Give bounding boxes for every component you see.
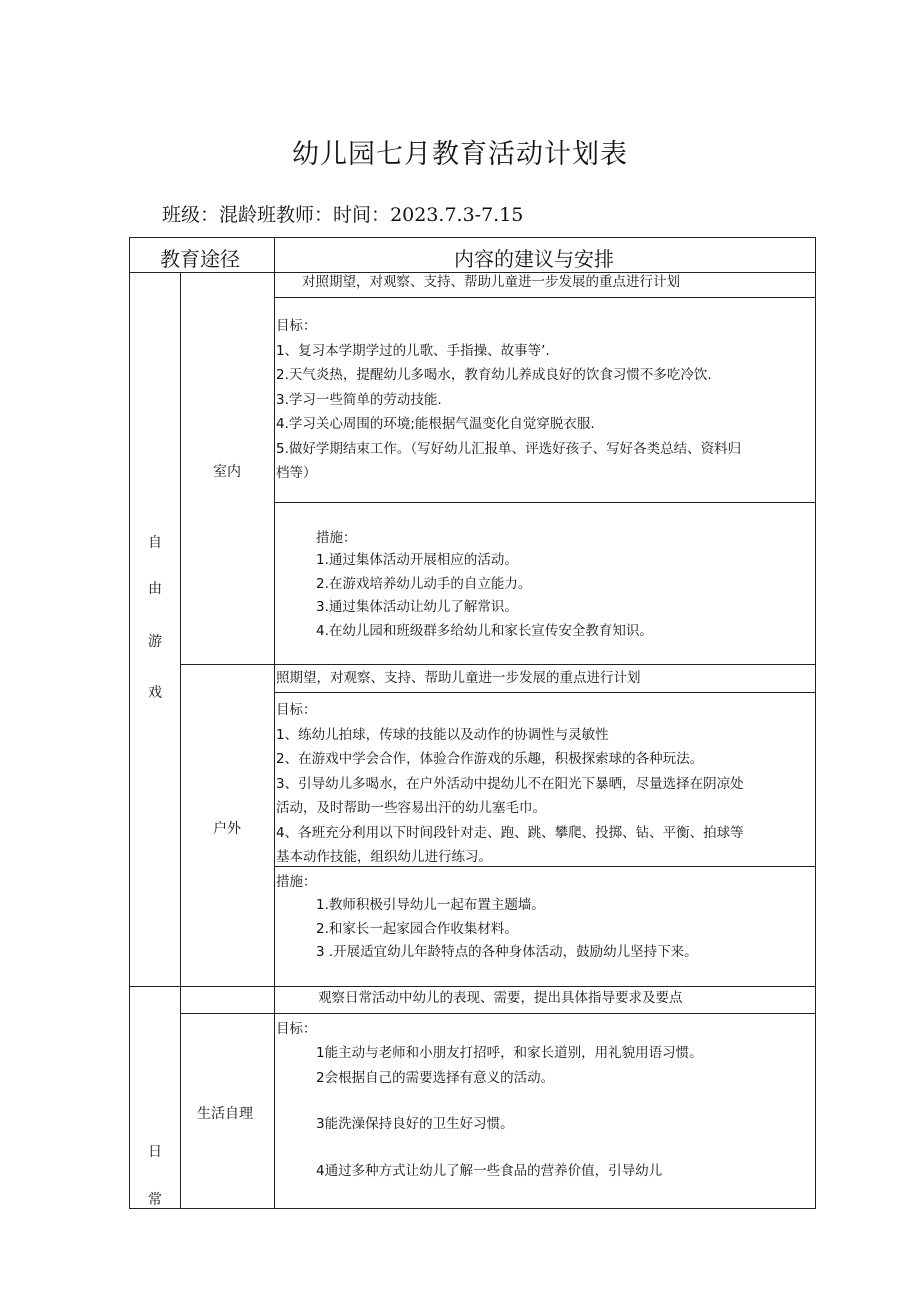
self-care-label: 生活自理: [197, 1106, 253, 1122]
measure-item: 1.教师积极引导幼儿一起布置主题墙。: [316, 897, 545, 913]
measure-item: 3.通过集体活动让幼儿了解常识。: [316, 599, 518, 615]
page-title: 幼儿园七月教育活动计划表: [292, 139, 628, 170]
measure-item: 2.和家长一起家园合作收集材料。: [316, 920, 518, 937]
indoor-goals: [276, 314, 741, 486]
col-divider-1: [180, 272, 181, 1209]
goal-item: 3、引导幼儿多喝水，在户外活动中提幼儿不在阳光下暴晒，尽量选择在阴凉处: [276, 775, 744, 792]
goals-title: 目标：: [276, 318, 317, 334]
section2-char: 常: [148, 1192, 162, 1208]
row-divider: [180, 664, 815, 665]
header-route: 教育途径: [160, 247, 240, 271]
goal-item: 2.天气炎热，提醒幼儿多喝水，教育幼儿养成良好的饮食习惯不多吃冷饮.: [276, 367, 712, 383]
self-care-goal: 2会根据自己的需要选择有意义的活动。: [316, 1070, 555, 1086]
goal-item: 4、各班充分利用以下时间段针对走、跑、跳、攀爬、投掷、钻、平衡、拍球等: [276, 824, 744, 841]
outdoor-goals: [276, 698, 744, 870]
goal-item: 1、复习本学期学过的儿歌、手指操、故事等’.: [276, 342, 550, 359]
outdoor-label: 户外: [213, 821, 241, 837]
self-care-goal: 1能主动与老师和小朋友打招呼，和家长道别，用礼貌用语习惯。: [316, 1045, 703, 1061]
outdoor-measures: [316, 894, 698, 965]
table-border-right: [815, 237, 816, 1209]
indoor-label: 室内: [213, 464, 241, 480]
table-border-bottom: [129, 1208, 815, 1209]
goal-item: 5.做好学期结束工作。（写好幼儿汇报单、评选好孩子、写好各类总结、资料归: [276, 440, 742, 457]
goal-item: 2、在游戏中学会合作，体验合作游戏的乐趣，积极探索球的各种玩法。: [276, 751, 704, 767]
measure-item: 1.通过集体活动开展相应的活动。: [316, 552, 518, 568]
row-divider: [274, 297, 815, 298]
class-value: 混龄班: [219, 204, 277, 226]
goal-item: 1、练幼儿拍球，传球的技能以及动作的协调性与灵敏性: [276, 726, 609, 743]
row-divider: [274, 692, 815, 693]
section1-char: 自: [148, 535, 162, 551]
col-divider-2: [274, 237, 275, 1209]
goal-item: 活动，及时帮助一些容易出汗的幼儿塞毛巾。: [276, 800, 546, 816]
measure-item: 4.在幼儿园和班级群多给幼儿和家长宣传安全教育知识。: [316, 622, 653, 639]
section1-char: 游: [148, 634, 162, 650]
self-care-goal: 3能洗澡保持良好的卫生好习惯。: [316, 1116, 514, 1132]
indoor-measures-title: 措施：: [316, 530, 357, 546]
section1-char: 由: [148, 581, 162, 597]
goal-item: 基本动作技能，组织幼儿进行练习。: [276, 849, 492, 865]
self-care-goal: 4通过多种方式让幼儿了解一些食品的营养价值，引导幼儿: [316, 1163, 663, 1179]
indoor-intro: 对照期望，对观察、支持、帮助儿童进一步发展的重点进行计划: [302, 274, 680, 290]
time-label: 时间：: [333, 204, 391, 226]
row-divider: [274, 502, 815, 503]
row-divider: [180, 1013, 815, 1014]
teacher-label: 教师：: [276, 204, 334, 226]
header-content: 内容的建议与安排: [454, 247, 614, 271]
outdoor-measures-title: 措施：: [276, 874, 317, 890]
goal-item: 档等）: [276, 465, 317, 481]
goal-item: 3.学习一些简单的劳动技能.: [276, 391, 442, 408]
indoor-measures: [316, 549, 653, 643]
class-label: 班级：: [162, 204, 220, 226]
self-care-goals-title: 目标：: [276, 1021, 317, 1037]
goal-item: 4.学习关心周围的环境;能根据气温变化自觉穿脱衣服.: [276, 416, 595, 432]
section2-intro: 观察日常活动中幼儿的表现、需要，提出具体指导要求及要点: [318, 990, 683, 1006]
outdoor-intro: 照期望，对观察、支持、帮助儿童进一步发展的重点进行计划: [276, 670, 641, 686]
section2-char: 日: [148, 1144, 162, 1160]
goals-title: 目标：: [276, 702, 317, 718]
section1-char: 戏: [148, 685, 162, 701]
table-border-left: [129, 237, 130, 1209]
measure-item: 2.在游戏培养幼儿动手的自立能力。: [316, 575, 532, 592]
time-value: 2023.7.3-7.15: [390, 204, 524, 226]
table-border-top: [129, 237, 815, 238]
measure-item: 3 .开展适宜幼儿年龄特点的各种身体活动，鼓励幼儿坚持下来。: [316, 944, 698, 960]
